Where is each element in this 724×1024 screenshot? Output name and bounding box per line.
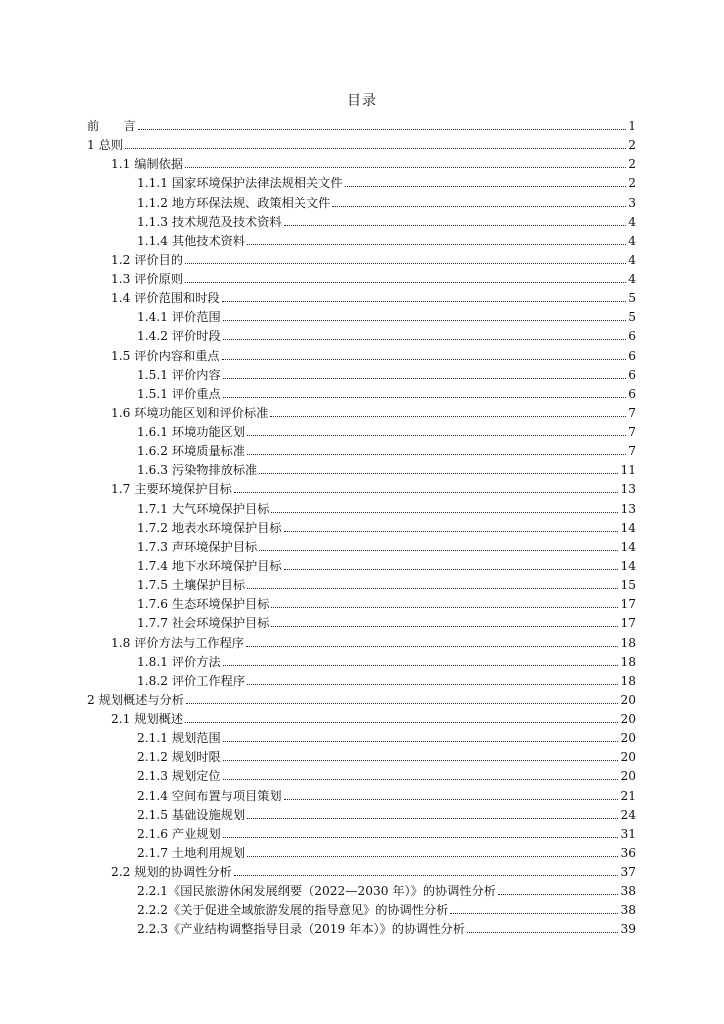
toc-entry-page-number: 20 <box>620 692 636 707</box>
toc-entry[interactable] <box>137 596 636 612</box>
toc-entry-label: 2.1.5 基础设施规划 <box>137 807 246 822</box>
toc-entry-label: 2.1.2 规划时限 <box>137 750 221 765</box>
toc-entry-page-number: 7 <box>628 444 636 459</box>
toc-entry[interactable] <box>137 175 636 191</box>
toc-entry-label: 2.1.4 空间布置与项目策划 <box>137 788 282 803</box>
toc-entry-page-number: 2 <box>628 176 636 191</box>
dot-leader <box>247 818 618 819</box>
toc-entry[interactable] <box>137 577 636 593</box>
dot-leader <box>332 206 626 207</box>
toc-entry[interactable] <box>137 214 636 230</box>
toc-entry-label: 前 言 <box>87 119 136 133</box>
toc-entry-page-number: 14 <box>620 520 636 535</box>
dot-leader <box>138 129 626 130</box>
toc-entry-label: 1.6.2 环境质量标准 <box>137 444 246 459</box>
toc-entry-page-number: 6 <box>628 329 636 344</box>
toc-entry[interactable] <box>111 156 636 172</box>
toc-entry[interactable] <box>137 673 636 689</box>
toc-entry[interactable] <box>111 711 636 727</box>
toc-entry-page-number: 4 <box>628 214 636 229</box>
toc-entry-label: 1.8.2 评价工作程序 <box>137 673 246 688</box>
toc-entry-page-number: 6 <box>628 386 636 401</box>
dot-leader <box>234 875 619 876</box>
dot-leader <box>247 454 626 455</box>
toc-entry-page-number: 20 <box>620 731 636 746</box>
toc-entry-label: 1.7 主要环境保护目标 <box>111 482 232 497</box>
toc-entry-label: 2.2 规划的协调性分析 <box>111 865 232 880</box>
toc-entry-page-number: 17 <box>620 597 636 612</box>
toc-entry-label: 1.6.1 环境功能区划 <box>137 425 246 440</box>
toc-entry[interactable] <box>137 826 636 842</box>
dot-leader <box>125 148 626 149</box>
dot-leader <box>259 550 618 551</box>
toc-entry[interactable] <box>137 386 636 402</box>
toc-entry-label: 2.1.3 规划定位 <box>137 769 221 784</box>
toc-entry-label: 1.7.6 生态环境保护目标 <box>137 597 270 612</box>
toc-title: 目录 <box>347 93 377 109</box>
toc-entry[interactable] <box>137 195 636 211</box>
toc-entry[interactable] <box>137 233 636 249</box>
toc-entry[interactable] <box>137 443 636 459</box>
toc-entry[interactable] <box>137 539 636 555</box>
toc-entry[interactable] <box>111 290 636 306</box>
dot-leader <box>185 263 626 264</box>
toc-entry-page-number: 6 <box>628 367 636 382</box>
toc-entry-label: 2.1.6 产业规划 <box>137 826 221 841</box>
toc-entry-label: 1.5.1 评价重点 <box>137 386 221 401</box>
dot-leader <box>223 779 619 780</box>
toc-entry-label: 2.2.1《国民旅游休闲发展纲要（2022—2030 年）》的协调性分析 <box>137 884 496 899</box>
dot-leader <box>284 799 619 800</box>
toc-entry-label: 1.1 编制依据 <box>111 157 184 172</box>
dot-leader <box>284 569 619 570</box>
toc-entry-page-number: 5 <box>628 291 636 306</box>
dot-leader <box>223 741 619 742</box>
toc-entry[interactable] <box>137 424 636 440</box>
toc-entry-label: 2.1.1 规划范围 <box>137 731 221 746</box>
toc-entry-page-number: 4 <box>628 233 636 248</box>
dot-leader <box>246 646 619 647</box>
toc-entry-label: 1.6.3 污染物排放标准 <box>137 463 258 478</box>
toc-entry[interactable] <box>111 252 636 268</box>
toc-entry-page-number: 20 <box>620 769 636 784</box>
toc-entry-page-number: 13 <box>620 482 636 497</box>
dot-leader <box>222 301 627 302</box>
toc-entry-page-number: 13 <box>620 501 636 516</box>
dot-leader <box>185 282 626 283</box>
toc-entry-label: 2.1 规划概述 <box>111 712 184 727</box>
toc-entry-page-number: 2 <box>628 157 636 172</box>
toc-entry[interactable] <box>137 749 636 765</box>
toc-entry-label: 1.7.5 土壤保护目标 <box>137 578 246 593</box>
dot-leader <box>223 837 619 838</box>
dot-leader <box>271 626 618 627</box>
toc-entry[interactable] <box>111 635 636 651</box>
toc-entry-label: 1.2 评价目的 <box>111 252 184 267</box>
dot-leader <box>186 703 619 704</box>
dot-leader <box>284 531 619 532</box>
dot-leader <box>259 473 618 474</box>
toc-entry[interactable] <box>137 501 636 517</box>
dot-leader <box>247 856 618 857</box>
toc-entry-label: 1.1.3 技术规范及技术资料 <box>137 214 282 229</box>
toc-entry-label: 1.4.1 评价范围 <box>137 310 221 325</box>
toc-entry-label: 1.4.2 评价时段 <box>137 329 221 344</box>
toc-entry-page-number: 7 <box>628 405 636 420</box>
toc-entry-page-number: 4 <box>628 272 636 287</box>
dot-leader <box>222 359 627 360</box>
dot-leader <box>498 894 619 895</box>
toc-entry[interactable] <box>137 462 636 478</box>
toc-entry[interactable] <box>111 481 636 497</box>
toc-entry-label: 1.1.2 地方环保法规、政策相关文件 <box>137 195 331 210</box>
toc-entry-page-number: 24 <box>620 807 636 822</box>
dot-leader <box>271 607 618 608</box>
toc-entry[interactable] <box>87 118 636 134</box>
toc-entry-label: 1.7.3 声环境保护目标 <box>137 539 258 554</box>
toc-entry-label: 1.5 评价内容和重点 <box>111 348 220 363</box>
toc-entry-label: 1.3 评价原则 <box>111 272 184 287</box>
toc-entry-page-number: 14 <box>620 558 636 573</box>
dot-leader <box>223 760 619 761</box>
dot-leader <box>270 416 626 417</box>
toc-entry-label: 1.7.4 地下水环境保护目标 <box>137 558 282 573</box>
dot-leader <box>223 339 627 340</box>
toc-entry[interactable] <box>111 405 636 421</box>
dot-leader <box>247 244 626 245</box>
dot-leader <box>185 722 618 723</box>
dot-leader <box>234 492 619 493</box>
toc-entry-page-number: 15 <box>620 578 636 593</box>
toc-entry[interactable] <box>111 271 636 287</box>
toc-entry[interactable] <box>137 367 636 383</box>
toc-entry-page-number: 1 <box>628 119 636 133</box>
toc-entry-page-number: 18 <box>620 654 636 669</box>
dot-leader <box>223 397 627 398</box>
dot-leader <box>223 378 627 379</box>
toc-entry[interactable] <box>137 558 636 574</box>
dot-leader <box>284 225 627 226</box>
toc-entry-page-number: 36 <box>620 845 636 860</box>
toc-entry-page-number: 11 <box>620 463 636 478</box>
toc-entry[interactable] <box>137 730 636 746</box>
dot-leader <box>247 588 618 589</box>
toc-entry[interactable] <box>87 692 636 708</box>
toc-entry-page-number: 18 <box>620 635 636 650</box>
toc-entry-page-number: 4 <box>628 252 636 267</box>
toc-entry-label: 2 规划概述与分析 <box>87 692 184 707</box>
toc-entry-page-number: 39 <box>620 922 636 937</box>
toc-entry-page-number: 37 <box>620 865 636 880</box>
dot-leader <box>223 665 619 666</box>
toc-entry-page-number: 5 <box>628 310 636 325</box>
toc-entry-label: 1.1.4 其他技术资料 <box>137 233 246 248</box>
toc-entry[interactable] <box>137 520 636 536</box>
toc-entry-label: 1 总则 <box>87 138 124 153</box>
dot-leader <box>450 913 618 914</box>
dot-leader <box>247 435 626 436</box>
toc-entry-page-number: 18 <box>620 673 636 688</box>
dot-leader <box>185 167 626 168</box>
toc-entry[interactable] <box>137 807 636 823</box>
toc-entry-label: 1.8.1 评价方法 <box>137 654 221 669</box>
toc-entry-page-number: 31 <box>620 826 636 841</box>
toc-entry-page-number: 20 <box>620 712 636 727</box>
toc-entry-label: 1.6 环境功能区划和评价标准 <box>111 405 269 420</box>
toc-entry-page-number: 14 <box>620 539 636 554</box>
toc-entry-page-number: 38 <box>620 884 636 899</box>
toc-entry[interactable] <box>137 921 636 937</box>
toc-entry-page-number: 2 <box>628 138 636 153</box>
toc-entry-page-number: 3 <box>628 195 636 210</box>
toc-entry-label: 1.4 评价范围和时段 <box>111 291 220 306</box>
toc-entry[interactable] <box>137 883 636 899</box>
toc-entry-label: 1.7.7 社会环境保护目标 <box>137 616 270 631</box>
toc-entry[interactable] <box>137 328 636 344</box>
toc-entry[interactable] <box>137 845 636 861</box>
toc-entry[interactable] <box>111 864 636 880</box>
toc-entry-label: 1.7.1 大气环境保护目标 <box>137 501 270 516</box>
toc-entry-page-number: 7 <box>628 425 636 440</box>
toc-entry-label: 2.1.7 土地利用规划 <box>137 845 246 860</box>
toc-entry-label: 2.2.2《关于促进全域旅游发展的指导意见》的协调性分析 <box>137 903 449 918</box>
dot-leader <box>247 684 618 685</box>
toc-entry[interactable] <box>137 902 636 918</box>
dot-leader <box>345 186 627 187</box>
toc-entry-label: 1.8 评价方法与工作程序 <box>111 635 244 650</box>
toc-entry[interactable] <box>137 768 636 784</box>
toc-entry-label: 1.7.2 地表水环境保护目标 <box>137 520 282 535</box>
toc-entry-label: 1.1.1 国家环境保护法律法规相关文件 <box>137 176 343 191</box>
toc-entry-label: 1.5.1 评价内容 <box>137 367 221 382</box>
dot-leader <box>271 512 618 513</box>
toc-entry-page-number: 6 <box>628 348 636 363</box>
toc-entry[interactable] <box>137 788 636 804</box>
toc-entry-page-number: 20 <box>620 750 636 765</box>
toc-entry-page-number: 21 <box>620 788 636 803</box>
toc-entry-label: 2.2.3《产业结构调整指导目录（2019 年本）》的协调性分析 <box>137 922 465 937</box>
toc-entry[interactable] <box>87 137 636 153</box>
toc-entry-page-number: 17 <box>620 616 636 631</box>
dot-leader <box>223 320 627 321</box>
toc-entry[interactable] <box>111 348 636 364</box>
toc-entry[interactable] <box>137 309 636 325</box>
toc-entry-page-number: 38 <box>620 903 636 918</box>
dot-leader <box>467 932 619 933</box>
toc-entry[interactable] <box>137 615 636 631</box>
toc-entry[interactable] <box>137 654 636 670</box>
